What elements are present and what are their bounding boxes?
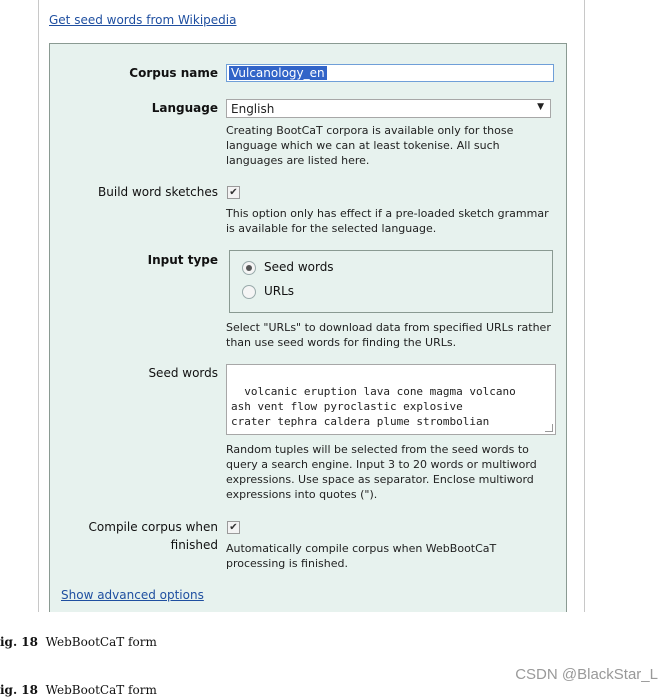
radio-urls-label: URLs [264,284,295,298]
seed-words-help-text: Random tuples will be selected from the seed words to query a search engine. Input 3 to 20 words or multiword expressions. Use space as separator. Enclose multiword expressions into quotes ("). [226,443,537,501]
radio-seed-words-label: Seed words [264,260,334,274]
radio-selected-icon [242,261,256,275]
radio-urls[interactable] [242,284,294,299]
word-sketches-checkbox[interactable]: ✔ [227,186,240,199]
figure-number-duplicate: ig. 18 [0,683,39,697]
compile-checkbox[interactable]: ✔ [227,521,240,534]
show-advanced-options-link[interactable]: Show advanced options [61,588,204,602]
watermark: CSDN @BlackStar_L [515,666,658,683]
compile-help-text: Automatically compile corpus when WebBootCaT processing is finished. [226,542,497,570]
figure-caption-duplicate [0,683,157,697]
figure-number: ig. 18 [0,635,39,649]
corpus-name-value: Vulcanology_en [231,66,325,80]
input-type-label: Input type [147,253,218,267]
seed-words-textarea[interactable] [226,364,556,435]
compile-label-line1: Compile corpus when [88,520,218,534]
language-label: Language [151,101,218,115]
dropdown-arrow-icon: ▼ [537,102,544,112]
wikipedia-seed-link[interactable]: Get seed words from Wikipedia [49,13,237,27]
figure-caption-text: WebBootCaT form [45,635,157,649]
language-help-text: Creating BootCaT corpora is available only for those language which we can at least tokenise. All such languages are listed here. [226,124,514,167]
seed-words-label: Seed words [148,366,218,380]
radio-seed-words[interactable] [242,260,334,275]
seed-words-value: volcanic eruption lava cone magma volcano ash vent flow pyroclastic explosive crater tephra caldera plume strombolian [231,385,516,428]
word-sketches-label: Build word sketches [98,185,218,199]
compile-label-line2: finished [170,538,218,552]
language-select[interactable] [226,99,551,118]
corpus-name-label: Corpus name [129,66,218,80]
resize-handle-icon[interactable] [545,424,553,432]
input-type-help-text: Select "URLs" to download data from specified URLs rather than use seed words for finding the URLs. [226,321,551,349]
language-selected-value: English [231,102,275,116]
figure-caption [0,635,157,649]
corpus-name-input[interactable] [226,64,554,82]
radio-unselected-icon [242,285,256,299]
figure-caption-text-duplicate: WebBootCaT form [45,683,157,697]
word-sketches-help-text: This option only has effect if a pre-loaded sketch grammar is available for the selected language. [226,207,549,235]
